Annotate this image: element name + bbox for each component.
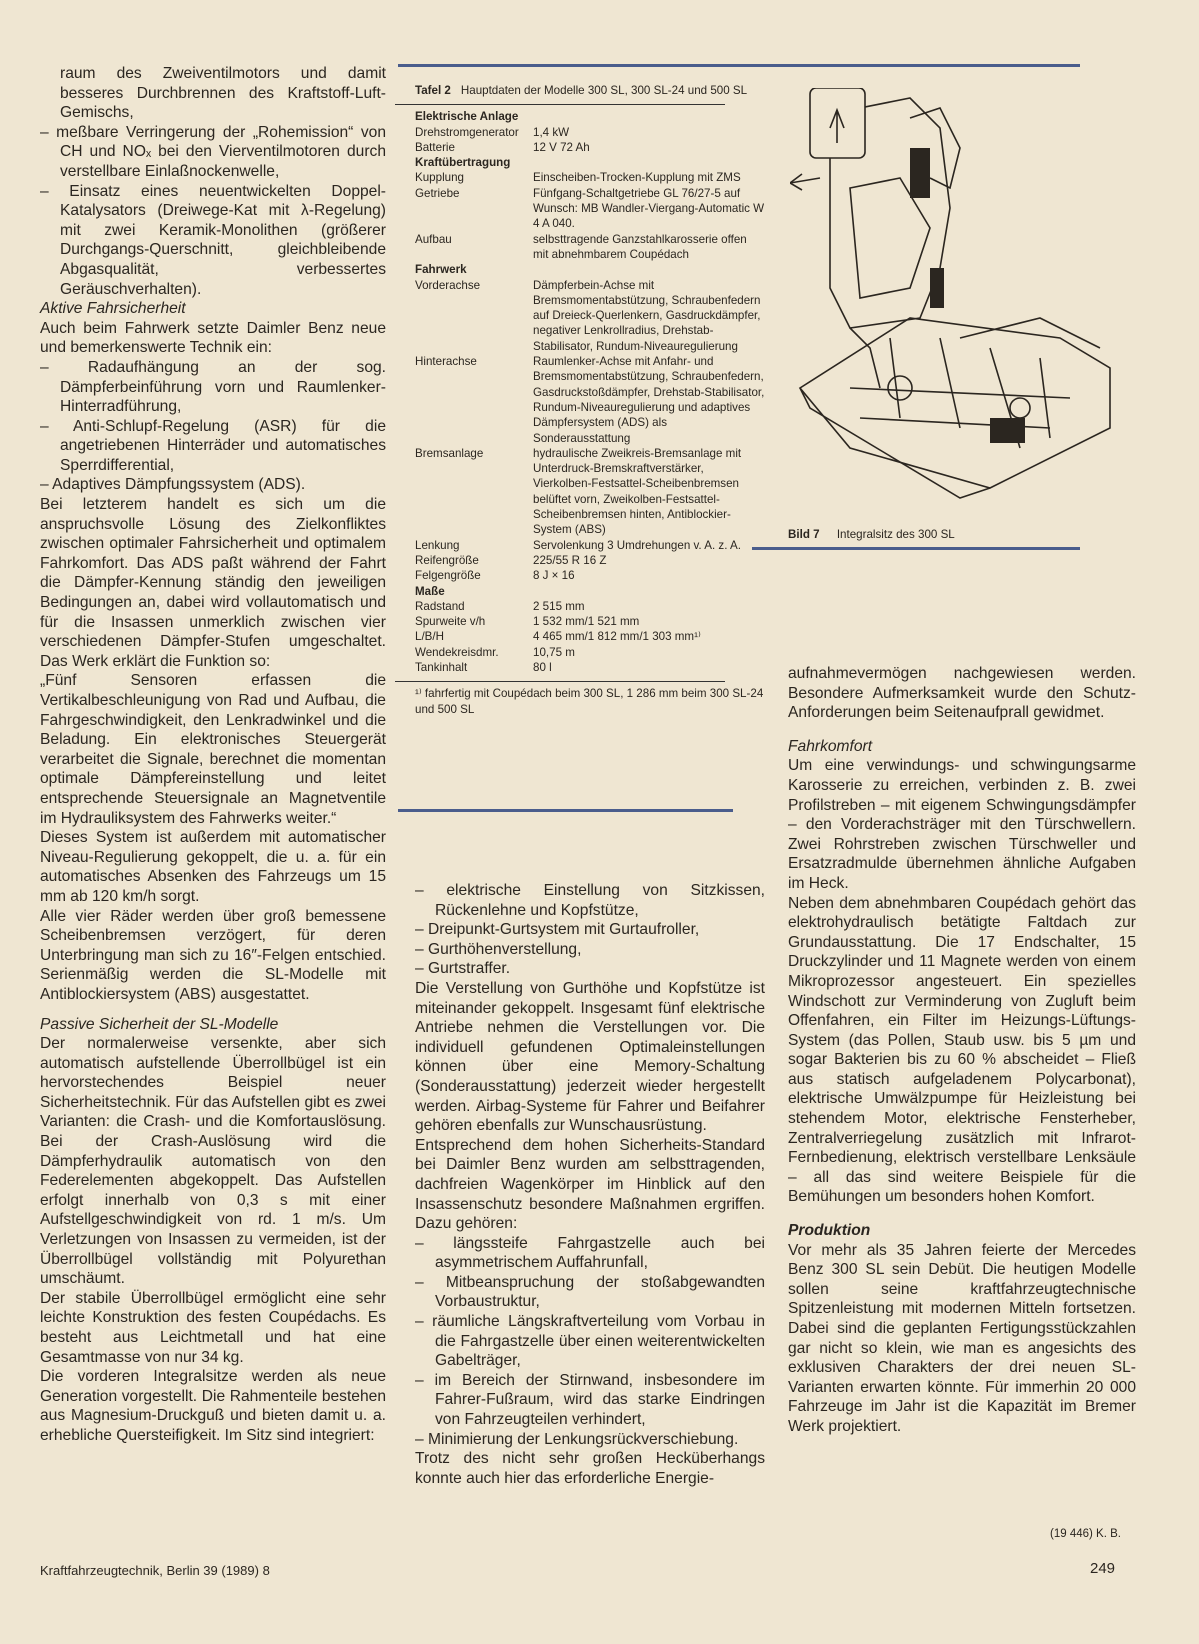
section-heading: Fahrkomfort	[788, 737, 873, 755]
table-key: Kupplung	[415, 171, 464, 185]
paragraph: Bei letzterem handelt es sich um die anspruchsvolle Lösung des Zielkonfliktes zwischen optimaler Fahrsicherheit und optimalem Fahrkomfort. Das ADS paßt während der Fahrt die Dämpfer-Kennung ständig den jeweiligen Bedingungen an, dabei wird vollautomatisch und für die Insassen unmerklich zwischen vier verschiedenen Dämpfer-Stufen umgeschaltet. Das Werk erklärt die Funktion so:	[40, 496, 386, 670]
section-heading: Aktive Fahrsicherheit	[40, 300, 186, 318]
table-row	[415, 614, 765, 629]
table-value: 1 532 mm/1 521 mm	[533, 615, 640, 629]
table-row	[415, 568, 765, 583]
table-row	[415, 553, 765, 568]
paragraph: Die Verstellung von Gurthöhe und Kopfstütze ist miteinander gekoppelt. Insgesamt fünf elektrische Antriebe nehmen die Verstellungen vor. Die individuell gefundenen Optimaleinstellungen können über eine Memory-Schaltung (Sonderausstattung) jederzeit wieder hergestellt werden. Airbag-Systeme für Fahrer und Beifahrer gehören ebenfalls zur Wunschausrüstung.	[415, 979, 765, 1135]
list-item: – Radaufhängung an der sog. Dämpferbeinführung vorn und Raumlenker-Hinterradführung,	[40, 358, 386, 416]
paragraph: Neben dem abnehmbaren Coupédach gehört das elektrohydraulisch betätigte Faltdach zur Grundausstattung. Die 17 Endschalter, 15 Druckzylinder und 11 Magnete werden von einem Mikroprozessor angesteuert. Ein spezielles Windschott zur Verminderung von Zugluft beim Offenfahren, ein Filter im Heizungs-Lüftungs-System (das Pollen, Staub usw. bis 5 µm und sogar Bakterien bis zu 60 % abscheidet – Fließ aus statisch aufgeladenem Polycarbonat), elektrische Umwälzpumpe für Heizleistung bei stehendem Motor, elektrische Fensterheber, Zentralverriegelung zusätzlich mit Infrarot-Fernbedienung, elektrisch verstellbare Lenksäule – all das sind weitere Beispiele für die Bemühungen um besonders hohen Komfort.	[788, 894, 1136, 1206]
list-item: – Mitbeanspruchung der stoßabgewandten Vorbaustruktur,	[415, 1273, 765, 1311]
table-value: 1,4 kW	[533, 125, 570, 139]
table-title: Hauptdaten der Modelle 300 SL, 300 SL-24 und 500 SL	[460, 84, 748, 97]
table-label: Tafel 2	[415, 84, 451, 97]
table-value: 225/55 R 16 Z	[533, 553, 607, 567]
list-item: – Minimierung der Lenkungsrückverschiebung.	[415, 1430, 739, 1448]
table-value: 12 V 72 Ah	[533, 140, 590, 154]
text-column-left	[40, 64, 386, 1446]
list-item: – meßbare Verringerung der „Rohemission“ von CH und NOₓ bei den Vierventilmotoren durch verstellbare Einlaßnockenwelle,	[40, 123, 386, 180]
table-bottom-rule	[398, 809, 733, 812]
paragraph: Auch beim Fahrwerk setzte Daimler Benz neue und bemerkenswerte Technik ein:	[40, 319, 386, 357]
table-key: Drehstromgenerator	[415, 125, 519, 139]
table-section-heading	[415, 584, 765, 599]
table-value: Servolenkung 3 Umdrehungen v. A. z. A.	[533, 538, 741, 552]
table-key: Spurweite v/h	[415, 615, 486, 629]
quote-paragraph: „Fünf Sensoren erfassen die Vertikalbeschleunigung von Rad und Aufbau, die Fahrgeschwindigkeit, den Lenkradwinkel und die Beladung. Ein elektronisches Steuergerät verarbeitet die Signale, berechnet die momentan optimale Dämpfereinstellung und leitet entsprechende Steuersignale an Magnetventile im Hydrauliksystem des Fahrwerks weiter.“	[40, 672, 386, 827]
table-key: Bremsanlage	[415, 446, 484, 460]
integral-seat-drawing	[790, 88, 1138, 508]
table-value: 4 465 mm/1 812 mm/1 303 mm¹⁾	[533, 630, 701, 644]
table-row	[415, 660, 765, 675]
table-body	[415, 109, 765, 675]
table-row	[415, 354, 765, 446]
table-key: Reifengröße	[415, 553, 479, 567]
figure-bottom-rule	[752, 547, 1080, 550]
paragraph: Trotz des nicht sehr großen Hecküberhangs konnte auch hier das erforderliche Energie-	[415, 1450, 765, 1487]
table-row	[415, 140, 765, 155]
table-key: Kraftübertragung	[415, 156, 511, 170]
table-row	[415, 645, 765, 660]
table-key: Wendekreisdmr.	[415, 645, 499, 659]
table-key: Elektrische Anlage	[415, 110, 519, 124]
list-item: – Adaptives Dämpfungssystem (ADS).	[40, 476, 306, 494]
table-row	[415, 599, 765, 614]
figure-label: Bild 7	[788, 528, 820, 541]
article-reference: (19 446) K. B.	[1050, 1528, 1121, 1540]
table-key: Fahrwerk	[415, 263, 467, 277]
table-section-heading	[415, 262, 765, 277]
section-heading: Passive Sicherheit der SL-Modelle	[40, 1015, 279, 1033]
table-caption	[415, 83, 765, 98]
page-number: 249	[1090, 1560, 1116, 1577]
list-item: – im Bereich der Stirnwand, insbesondere im Fahrer-Fußraum, wird das starke Eindringen von Fahrzeugteilen verhindert,	[415, 1371, 765, 1429]
table-key: Lenkung	[415, 538, 460, 552]
table-value: 2 515 mm	[533, 599, 585, 613]
table-value: 10,75 m	[533, 645, 575, 659]
table-value: hydraulische Zweikreis-Bremsanlage mit Unterdruck-Bremskraftverstärker, Vierkolben-Festsattel-Scheibenbremsen belüftet vorn, Zweikolben-Festsattel-Scheibenbremsen hinten, Antiblockier-System (ABS)	[533, 446, 742, 537]
table-divider	[395, 104, 725, 105]
table-row	[415, 629, 765, 644]
paragraph: Dieses System ist außerdem mit automatischer Niveau-Regulierung gekoppelt, die u. a. für ein automatisches Absenken des Fahrzeugs um 15 mm ab 120 km/h sorgt.	[40, 829, 386, 905]
table-value: Fünfgang-Schaltgetriebe GL 76/27-5 auf Wunsch: MB Wandler-Viergang-Automatic W 4 A 040.	[533, 186, 765, 231]
table-footnote: ¹⁾ fahrfertig mit Coupédach beim 300 SL, 1 286 mm beim 300 SL-24 und 500 SL	[415, 687, 764, 716]
paragraph: Der normalerweise versenkte, aber sich automatisch aufstellende Überrollbügel ist ein hervorstechendes Beispiel neuer Sicherheitstechnik. Für das Aufstellen gibt es zwei Varianten: die Crash- und die Komfortauslösung. Bei der Crash-Auslösung wird die Dämpferhydraulik automatisch von den Federelementen abgekoppelt. Das Aufstellen erfolgt innerhalb von 0,3 s mit einer Aufstellgeschwindigkeit von rd. 1 m/s. Um Verletzungen von Insassen zu vermeiden, ist der Überrollbügel vollständig mit Polyurethan umschäumt.	[40, 1035, 386, 1288]
table-row	[415, 125, 765, 140]
text-column-right	[788, 664, 1136, 1437]
paragraph: aufnahmevermögen nachgewiesen werden. Besondere Aufmerksamkeit wurde den Schutz-Anforderungen beim Seitenaufprall gewidmet.	[788, 665, 1136, 722]
table-value: Einscheiben-Trocken-Kupplung mit ZMS	[533, 171, 741, 185]
paragraph: Die vorderen Integralsitze werden als neue Generation vorgestellt. Die Rahmenteile bestehen aus Magnesium-Druckguß und bieten damit u. a. erhebliche Quersteifigkeit. Im Sitz sind integriert:	[40, 1368, 386, 1444]
list-item: – Dreipunkt-Gurtsystem mit Gurtaufroller,	[415, 921, 700, 939]
table-value: selbsttragende Ganzstahlkarosserie offen mit abnehmbarem Coupédach	[533, 232, 747, 261]
paragraph: Der stabile Überrollbügel ermöglicht eine sehr leichte Konstruktion des festen Coupédachs. Es besteht aus Leichtmetall und hat eine Gesamtmasse von nur 34 kg.	[40, 1289, 386, 1366]
figure-caption-text: Integralsitz des 300 SL	[836, 528, 955, 541]
table-key: L/B/H	[415, 630, 444, 644]
list-item: – Anti-Schlupf-Regelung (ASR) für die angetriebenen Hinterräder und automatisches Sperrdifferential,	[40, 417, 386, 474]
table-value: 80 l	[533, 660, 552, 674]
journal-footer: Kraftfahrzeugtechnik, Berlin 39 (1989) 8	[40, 1563, 270, 1578]
table-section-heading	[415, 155, 765, 170]
list-item: – Gurthöhenverstellung,	[415, 940, 582, 958]
table-row	[415, 232, 765, 263]
table-value: Raumlenker-Achse mit Anfahr- und Bremsmomentabstützung, Schraubenfedern, Gasdruckstoßdämpfer, Drehstab-Stabilisator, Rundum-Niveauregulierung und adaptives Dämpfersystem (ADS) als Sonderausstattung	[533, 355, 765, 445]
list-item: – Einsatz eines neuentwickelten Doppel-Katalysators (Dreiwege-Kat mit λ-Regelung) mit zwei Keramik-Monolithen (größerer Durchgangs-Querschnitt, gleichbleibende Abgasqualität, verbessertes Geräuschverhalten).	[40, 182, 386, 298]
paragraph: Um eine verwindungs- und schwingungsarme Karosserie zu erreichen, verbinden z. B. zwei Profilstreben – mit eigenem Schwingungsdämpfer – den Vorderachsträger mit den Türschwellern. Zwei Rohrstreben zwischen Türschweller und Ersatzradmulde übernehmen ähnliche Aufgaben im Heck.	[788, 757, 1136, 892]
table-key: Batterie	[415, 140, 455, 154]
spec-table	[415, 83, 765, 717]
table-key: Getriebe	[415, 186, 460, 200]
table-key: Hinterachse	[415, 355, 477, 369]
table-key: Maße	[415, 584, 445, 598]
text-column-middle	[415, 881, 765, 1488]
list-item: – elektrische Einstellung von Sitzkissen, Rückenlehne und Kopfstütze,	[415, 882, 765, 919]
paragraph: Vor mehr als 35 Jahren feierte der Mercedes Benz 300 SL sein Debüt. Die heutigen Modelle sollen seine kraftfahrzeugtechnische Spitzenleistung mit modernen Mitteln fortsetzen. Dabei sind die geplanten Fertigungsstückzahlen gar nicht so klein, wie man es angesichts des exklusiven Charakters der drei neuen SL-Varianten erwarten könnte. Für immerhin 20 000 Fahrzeuge im Jahr ist die Kapazität im Bremer Werk projektiert.	[788, 1241, 1136, 1435]
table-row	[415, 170, 765, 185]
table-value: 8 J × 16	[533, 569, 575, 583]
table-key: Aufbau	[415, 232, 452, 246]
top-rule	[398, 64, 1080, 67]
table-row	[415, 186, 765, 232]
table-key: Radstand	[415, 599, 465, 613]
table-row	[415, 538, 765, 553]
table-key: Tankinhalt	[415, 660, 468, 674]
paragraph: Alle vier Räder werden über groß bemessene Scheibenbremsen verzögert, für deren Unterbringung man sich zu 16″-Felgen entschied. Serienmäßig werden die SL-Modelle mit Antiblockiersystem (ABS) ausgestattet.	[40, 907, 386, 1003]
list-item: – räumliche Längskraftverteilung vom Vorbau in die Fahrgastzelle über einen weiterentwickelten Gabelträger,	[415, 1313, 765, 1370]
figure-caption	[788, 528, 955, 541]
table-row	[415, 278, 765, 354]
table-key: Felgengröße	[415, 569, 481, 583]
table-divider	[395, 681, 725, 682]
list-item: – längssteife Fahrgastzelle auch bei asymmetrischem Auffahrunfall,	[415, 1234, 765, 1272]
table-key: Vorderachse	[415, 278, 481, 292]
table-value: Dämpferbein-Achse mit Bremsmomentabstützung, Schraubenfedern auf Dreieck-Querlenkern, Gasdruckdämpfer, negativer Lenkrollradius, Drehstab-Stabilisator, Rundum-Niveauregulierung	[533, 278, 761, 353]
list-item: – Gurtstraffer.	[415, 960, 511, 978]
table-row	[415, 446, 765, 538]
table-section-heading	[415, 109, 765, 124]
paragraph: Entsprechend dem hohen Sicherheits-Standard bei Daimler Benz wurden am selbsttragenden, dachfreien Wagenkörper im Hinblick auf den Insassenschutz besondere Maßnahmen ergriffen. Dazu gehören:	[415, 1136, 765, 1233]
paragraph: raum des Zweiventilmotors und damit besseres Durchbrennen des Kraftstoff-Luft-Gemischs,	[60, 65, 386, 122]
section-heading: Produktion	[788, 1222, 871, 1240]
